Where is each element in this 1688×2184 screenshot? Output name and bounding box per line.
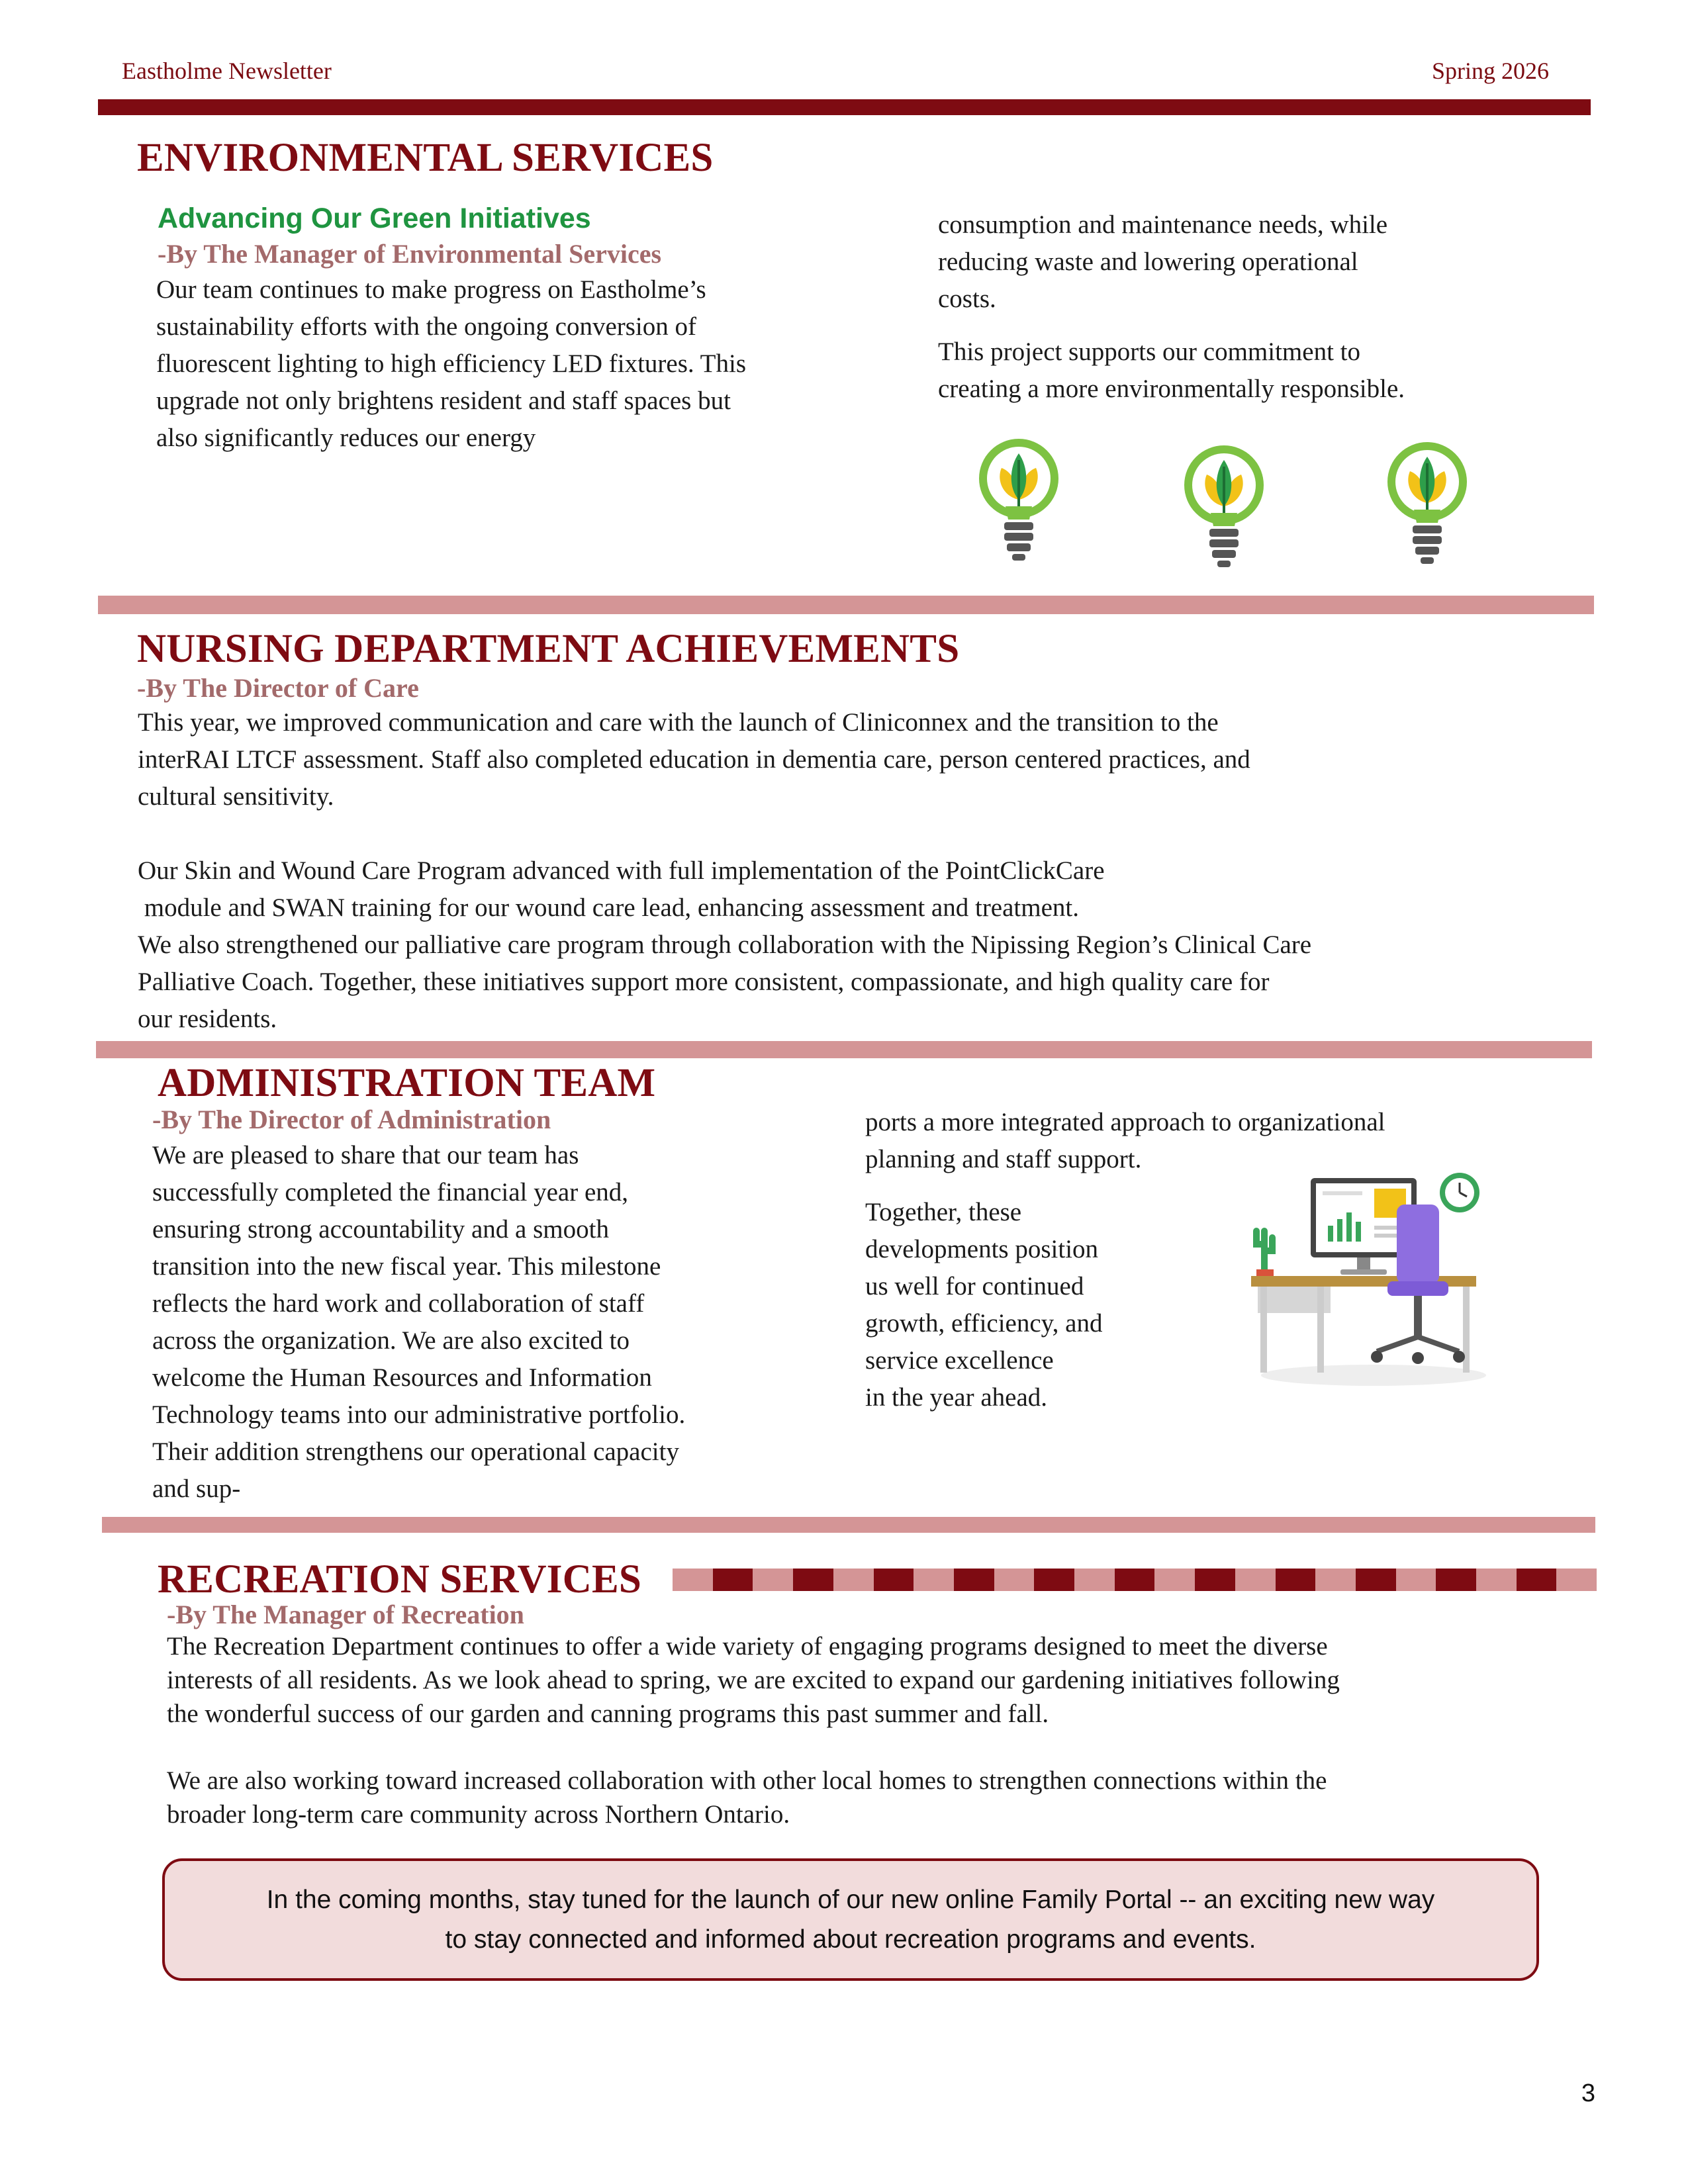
text-line: and sup- [152,1475,241,1503]
text-line: reflects the hard work and collaboration of staff [152,1289,645,1318]
office-desk-illustration [1244,1165,1489,1410]
text-line: transition into the new fiscal year. This milestone [152,1252,661,1281]
text-line: ensuring strong accountability and a smooth [152,1215,609,1244]
text-line: across the organization. We are also excited to [152,1326,630,1355]
text-line: interRAI LTCF assessment. Staff also completed education in dementia care, person centered practices, and [138,745,1250,774]
text-line: Their addition strengthens our operational capacity [152,1437,679,1466]
administration-column-1 [152,1137,827,1508]
environmental-byline: -By The Manager of Environmental Services [158,239,662,269]
text-line: costs. [938,285,996,313]
text-line: consumption and maintenance needs, while [938,210,1388,239]
text-line: This project supports our commitment to [938,338,1360,366]
text-line: successfully completed the financial year end, [152,1178,629,1206]
text-line: ports a more integrated approach to organizational [865,1108,1385,1136]
text-line: our residents. [138,1005,277,1033]
text-line: growth, efficiency, and [865,1309,1103,1338]
callout-text [240,1880,1462,1960]
section-title-administration: ADMINISTRATION TEAM [158,1061,656,1105]
text-line: to stay connected and informed about recreation programs and events. [445,1925,1256,1954]
text-line: planning and staff support. [865,1145,1142,1173]
text-line: reducing waste and lowering operational [938,248,1358,276]
text-line: us well for continued [865,1272,1084,1300]
text-line: cultural sensitivity. [138,782,334,811]
nursing-byline: -By The Director of Care [137,673,419,703]
text-line: Together, these [865,1198,1022,1226]
text-line: This year, we improved communication and care with the launch of Cliniconnex and the transition to the [138,708,1219,737]
text-line: developments position [865,1235,1099,1263]
section-divider [102,1517,1595,1533]
eco-lightbulb-icon [970,433,1068,566]
text-line: fluorescent lighting to high efficiency LED fixtures. This [156,349,747,378]
section-divider [96,1041,1592,1058]
text-line: creating a more environmentally responsible. [938,375,1405,403]
section-title-recreation: RECREATION SERVICES [158,1557,642,1602]
text-line: We are pleased to share that our team has [152,1141,579,1169]
section-title-nursing: NURSING DEPARTMENT ACHIEVEMENTS [137,627,960,671]
text-line: upgrade not only brightens resident and staff spaces but [156,387,731,415]
recreation-byline: -By The Manager of Recreation [167,1600,524,1629]
eco-lightbulb-icon [1175,440,1273,572]
header-rule [98,99,1591,115]
environmental-subtitle: Advancing Our Green Initiatives [158,203,591,234]
text-line: We also strengthened our palliative care program through collaboration with the Nipissing Region’s Clinical Care [138,931,1312,959]
issue-season: Spring 2026 [1431,58,1549,84]
environmental-column-1 [156,271,871,457]
section-divider [98,596,1594,614]
family-portal-callout [162,1858,1539,1981]
newsletter-title: Eastholme Newsletter [122,58,332,84]
administration-byline: -By The Director of Administration [152,1105,551,1134]
text-line: in the year ahead. [865,1383,1048,1412]
recreation-body [167,1629,1583,1831]
text-line: Technology teams into our administrative portfolio. [152,1400,686,1429]
text-line: sustainability efforts with the ongoing conversion of [156,312,696,341]
text-line: service excellence [865,1346,1054,1375]
text-line: broader long-term care community across Northern Ontario. [167,1800,790,1829]
nursing-body [138,704,1581,1038]
section-title-environmental: ENVIRONMENTAL SERVICES [137,136,714,180]
text-line: In the coming months, stay tuned for the launch of our new online Family Portal -- an exciting new way [266,1885,1435,1914]
text-line: also significantly reduces our energy [156,424,536,452]
text-line: interests of all residents. As we look ahead to spring, we are excited to expand our gardening initiatives following [167,1666,1340,1694]
decorative-checker-bar [673,1569,1597,1591]
environmental-column-2 [938,206,1534,408]
eco-lightbulb-icon [1378,437,1476,569]
text-line: module and SWAN training for our wound care lead, enhancing assessment and treatment. [138,893,1079,922]
text-line: Palliative Coach. Together, these initiatives support more consistent, compassionate, and high quality care for [138,968,1270,996]
text-line: We are also working toward increased collaboration with other local homes to strengthen connections within the [167,1766,1327,1795]
text-line: welcome the Human Resources and Information [152,1363,652,1392]
text-line: the wonderful success of our garden and canning programs this past summer and fall. [167,1700,1049,1728]
text-line: The Recreation Department continues to offer a wide variety of engaging programs designed to meet the diverse [167,1632,1328,1661]
page-number: 3 [1581,2079,1595,2107]
text-line: Our team continues to make progress on Eastholme’s [156,275,706,304]
text-line: Our Skin and Wound Care Program advanced with full implementation of the PointClickCare [138,856,1105,885]
